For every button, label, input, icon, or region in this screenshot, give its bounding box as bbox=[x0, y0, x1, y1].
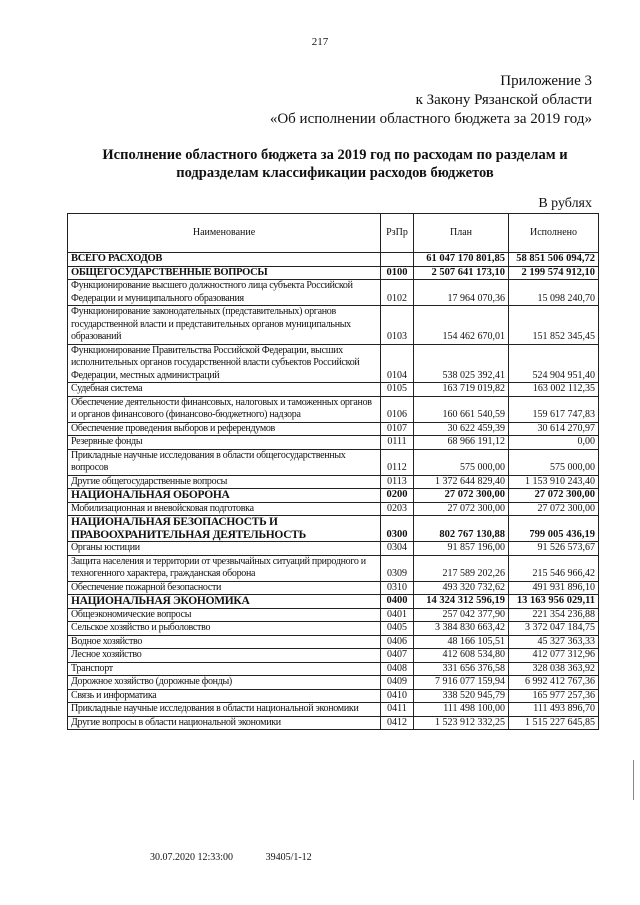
table-row bbox=[68, 383, 599, 397]
cell-code: 0401 bbox=[381, 608, 414, 622]
cell-done: 1 515 227 645,85 bbox=[509, 716, 599, 730]
cell-plan: 1 372 644 829,40 bbox=[414, 475, 509, 489]
cell-done: 15 098 240,70 bbox=[509, 280, 599, 306]
cell-name: Органы юстиции bbox=[68, 542, 381, 556]
cell-plan: 30 622 459,39 bbox=[414, 422, 509, 436]
cell-done: 575 000,00 bbox=[509, 449, 599, 475]
table-row bbox=[68, 449, 599, 475]
cell-done: 151 852 345,45 bbox=[509, 306, 599, 345]
table-row bbox=[68, 635, 599, 649]
table-row bbox=[68, 542, 599, 556]
cell-name: Обеспечение пожарной безопасности bbox=[68, 581, 381, 595]
cell-done: 30 614 270,97 bbox=[509, 422, 599, 436]
table-header-row bbox=[68, 214, 599, 253]
cell-name: Транспорт bbox=[68, 662, 381, 676]
cell-done: 328 038 363,92 bbox=[509, 662, 599, 676]
table-row bbox=[68, 489, 599, 503]
cell-name: НАЦИОНАЛЬНАЯ ОБОРОНА bbox=[68, 489, 381, 503]
table-row bbox=[68, 436, 599, 450]
document-title bbox=[70, 146, 600, 182]
table-row bbox=[68, 266, 599, 280]
cell-plan: 27 072 300,00 bbox=[414, 502, 509, 516]
cell-plan: 412 608 534,80 bbox=[414, 649, 509, 663]
cell-code: 0400 bbox=[381, 595, 414, 609]
cell-plan: 257 042 377,90 bbox=[414, 608, 509, 622]
footer bbox=[150, 852, 342, 863]
cell-code: 0310 bbox=[381, 581, 414, 595]
cell-name: ОБЩЕГОСУДАРСТВЕННЫЕ ВОПРОСЫ bbox=[68, 266, 381, 280]
cell-plan: 163 719 019,82 bbox=[414, 383, 509, 397]
cell-done: 524 904 951,40 bbox=[509, 344, 599, 383]
cell-code: 0104 bbox=[381, 344, 414, 383]
table-row bbox=[68, 555, 599, 581]
cell-code: 0407 bbox=[381, 649, 414, 663]
cell-code: 0203 bbox=[381, 502, 414, 516]
cell-done: 27 072 300,00 bbox=[509, 502, 599, 516]
cell-code: 0113 bbox=[381, 475, 414, 489]
appendix-line-2: к Закону Рязанской области bbox=[415, 92, 592, 108]
cell-name: Резервные фонды bbox=[68, 436, 381, 450]
table-row bbox=[68, 676, 599, 690]
cell-done: 6 992 412 767,36 bbox=[509, 676, 599, 690]
table-row bbox=[68, 422, 599, 436]
cell-name: Другие вопросы в области национальной экономики bbox=[68, 716, 381, 730]
cell-name: Другие общегосударственные вопросы bbox=[68, 475, 381, 489]
cell-plan: 538 025 392,41 bbox=[414, 344, 509, 383]
cell-plan: 493 320 732,62 bbox=[414, 581, 509, 595]
table-row bbox=[68, 581, 599, 595]
scan-edge-mark bbox=[633, 760, 634, 800]
cell-name: НАЦИОНАЛЬНАЯ БЕЗОПАСНОСТЬ И ПРАВООХРАНИТЕЛЬНАЯ ДЕЯТЕЛЬНОСТЬ bbox=[68, 516, 381, 542]
appendix-line-1: Приложение 3 bbox=[500, 73, 592, 89]
cell-code: 0112 bbox=[381, 449, 414, 475]
cell-done: 111 493 896,70 bbox=[509, 703, 599, 717]
cell-name: Прикладные научные исследования в области национальной экономики bbox=[68, 703, 381, 717]
cell-done: 3 372 047 184,75 bbox=[509, 622, 599, 636]
cell-plan: 1 523 912 332,25 bbox=[414, 716, 509, 730]
cell-plan: 7 916 077 159,94 bbox=[414, 676, 509, 690]
cell-done: 165 977 257,36 bbox=[509, 689, 599, 703]
cell-done: 412 077 312,96 bbox=[509, 649, 599, 663]
cell-code: 0411 bbox=[381, 703, 414, 717]
cell-name: Обеспечение проведения выборов и референдумов bbox=[68, 422, 381, 436]
cell-name: Обеспечение деятельности финансовых, налоговых и таможенных органов и органов финансового (финансово-бюджетного) надзора bbox=[68, 396, 381, 422]
cell-code: 0103 bbox=[381, 306, 414, 345]
table-row bbox=[68, 306, 599, 345]
cell-done: 91 526 573,67 bbox=[509, 542, 599, 556]
cell-done: 45 327 363,33 bbox=[509, 635, 599, 649]
cell-code: 0105 bbox=[381, 383, 414, 397]
cell-done: 27 072 300,00 bbox=[509, 489, 599, 503]
cell-code: 0102 bbox=[381, 280, 414, 306]
cell-plan: 68 966 191,12 bbox=[414, 436, 509, 450]
units-label: В рублях bbox=[538, 196, 592, 211]
title-line-1: Исполнение областного бюджета за 2019 год по расходам по разделам и bbox=[102, 147, 568, 163]
table-row bbox=[68, 396, 599, 422]
cell-code: 0409 bbox=[381, 676, 414, 690]
cell-plan: 3 384 830 663,42 bbox=[414, 622, 509, 636]
footer-doc-id: 39405/1-12 bbox=[265, 852, 312, 863]
cell-name: Водное хозяйство bbox=[68, 635, 381, 649]
table-row bbox=[68, 689, 599, 703]
appendix-block bbox=[270, 72, 592, 129]
header-done: Исполнено bbox=[509, 214, 599, 253]
cell-name: Связь и информатика bbox=[68, 689, 381, 703]
cell-name: Сельское хозяйство и рыболовство bbox=[68, 622, 381, 636]
appendix-line-3: «Об исполнении областного бюджета за 2019 год» bbox=[269, 111, 592, 127]
table-row bbox=[68, 649, 599, 663]
header-plan: План bbox=[414, 214, 509, 253]
cell-done: 221 354 236,88 bbox=[509, 608, 599, 622]
cell-done: 2 199 574 912,10 bbox=[509, 266, 599, 280]
cell-name: Лесное хозяйство bbox=[68, 649, 381, 663]
cell-plan: 14 324 312 596,19 bbox=[414, 595, 509, 609]
table-row bbox=[68, 253, 599, 267]
footer-timestamp: 30.07.2020 12:33:00 bbox=[150, 852, 234, 863]
cell-done: 491 931 896,10 bbox=[509, 581, 599, 595]
cell-name: Защита населения и территории от чрезвычайных ситуаций природного и техногенного характера, гражданская оборона bbox=[68, 555, 381, 581]
table-row bbox=[68, 475, 599, 489]
cell-name: Общеэкономические вопросы bbox=[68, 608, 381, 622]
cell-name: НАЦИОНАЛЬНАЯ ЭКОНОМИКА bbox=[68, 595, 381, 609]
cell-plan: 217 589 202,26 bbox=[414, 555, 509, 581]
cell-name: Функционирование Правительства Российской Федерации, высших исполнительных органов государственной власти субъектов Российской Федерации, местных администраций bbox=[68, 344, 381, 383]
cell-plan: 338 520 945,79 bbox=[414, 689, 509, 703]
cell-plan: 91 857 196,00 bbox=[414, 542, 509, 556]
cell-done: 163 002 112,35 bbox=[509, 383, 599, 397]
cell-code: 0111 bbox=[381, 436, 414, 450]
cell-done: 159 617 747,83 bbox=[509, 396, 599, 422]
cell-name: Судебная система bbox=[68, 383, 381, 397]
cell-done: 215 546 966,42 bbox=[509, 555, 599, 581]
title-line-2: подразделам классификации расходов бюджетов bbox=[176, 165, 494, 181]
cell-plan: 802 767 130,88 bbox=[414, 516, 509, 542]
cell-name: Прикладные научные исследования в области общегосударственных вопросов bbox=[68, 449, 381, 475]
cell-plan: 575 000,00 bbox=[414, 449, 509, 475]
cell-name: Функционирование высшего должностного лица субъекта Российской Федерации и муниципального образования bbox=[68, 280, 381, 306]
cell-code: 0412 bbox=[381, 716, 414, 730]
table-row bbox=[68, 608, 599, 622]
cell-plan: 111 498 100,00 bbox=[414, 703, 509, 717]
cell-code: 0106 bbox=[381, 396, 414, 422]
header-name: Наименование bbox=[68, 214, 381, 253]
cell-code: 0405 bbox=[381, 622, 414, 636]
cell-plan: 154 462 670,01 bbox=[414, 306, 509, 345]
cell-code: 0300 bbox=[381, 516, 414, 542]
cell-code: 0309 bbox=[381, 555, 414, 581]
cell-name: Мобилизационная и вневойсковая подготовка bbox=[68, 502, 381, 516]
cell-done: 13 163 956 029,11 bbox=[509, 595, 599, 609]
cell-plan: 61 047 170 801,85 bbox=[414, 253, 509, 267]
cell-code: 0200 bbox=[381, 489, 414, 503]
expenditure-table bbox=[67, 213, 599, 730]
cell-code: 0107 bbox=[381, 422, 414, 436]
cell-code: 0408 bbox=[381, 662, 414, 676]
cell-name: Дорожное хозяйство (дорожные фонды) bbox=[68, 676, 381, 690]
table-row bbox=[68, 595, 599, 609]
table-body bbox=[68, 253, 599, 730]
cell-name: ВСЕГО РАСХОДОВ bbox=[68, 253, 381, 267]
cell-plan: 48 166 105,51 bbox=[414, 635, 509, 649]
cell-plan: 2 507 641 173,10 bbox=[414, 266, 509, 280]
cell-code: 0406 bbox=[381, 635, 414, 649]
cell-plan: 160 661 540,59 bbox=[414, 396, 509, 422]
cell-code: 0410 bbox=[381, 689, 414, 703]
cell-plan: 27 072 300,00 bbox=[414, 489, 509, 503]
table-row bbox=[68, 662, 599, 676]
cell-code bbox=[381, 253, 414, 267]
cell-code: 0304 bbox=[381, 542, 414, 556]
table-row bbox=[68, 502, 599, 516]
table-row bbox=[68, 344, 599, 383]
cell-code: 0100 bbox=[381, 266, 414, 280]
cell-plan: 331 656 376,58 bbox=[414, 662, 509, 676]
table-row bbox=[68, 622, 599, 636]
table-row bbox=[68, 516, 599, 542]
cell-done: 0,00 bbox=[509, 436, 599, 450]
table-row bbox=[68, 280, 599, 306]
header-code: РзПр bbox=[381, 214, 414, 253]
cell-done: 1 153 910 243,40 bbox=[509, 475, 599, 489]
table-row bbox=[68, 716, 599, 730]
cell-name: Функционирование законодательных (представительных) органов государственной власти и представительных органов муниципальных образований bbox=[68, 306, 381, 345]
page-number: 217 bbox=[311, 36, 329, 48]
cell-done: 58 851 506 094,72 bbox=[509, 253, 599, 267]
table-row bbox=[68, 703, 599, 717]
cell-plan: 17 964 070,36 bbox=[414, 280, 509, 306]
cell-done: 799 005 436,19 bbox=[509, 516, 599, 542]
